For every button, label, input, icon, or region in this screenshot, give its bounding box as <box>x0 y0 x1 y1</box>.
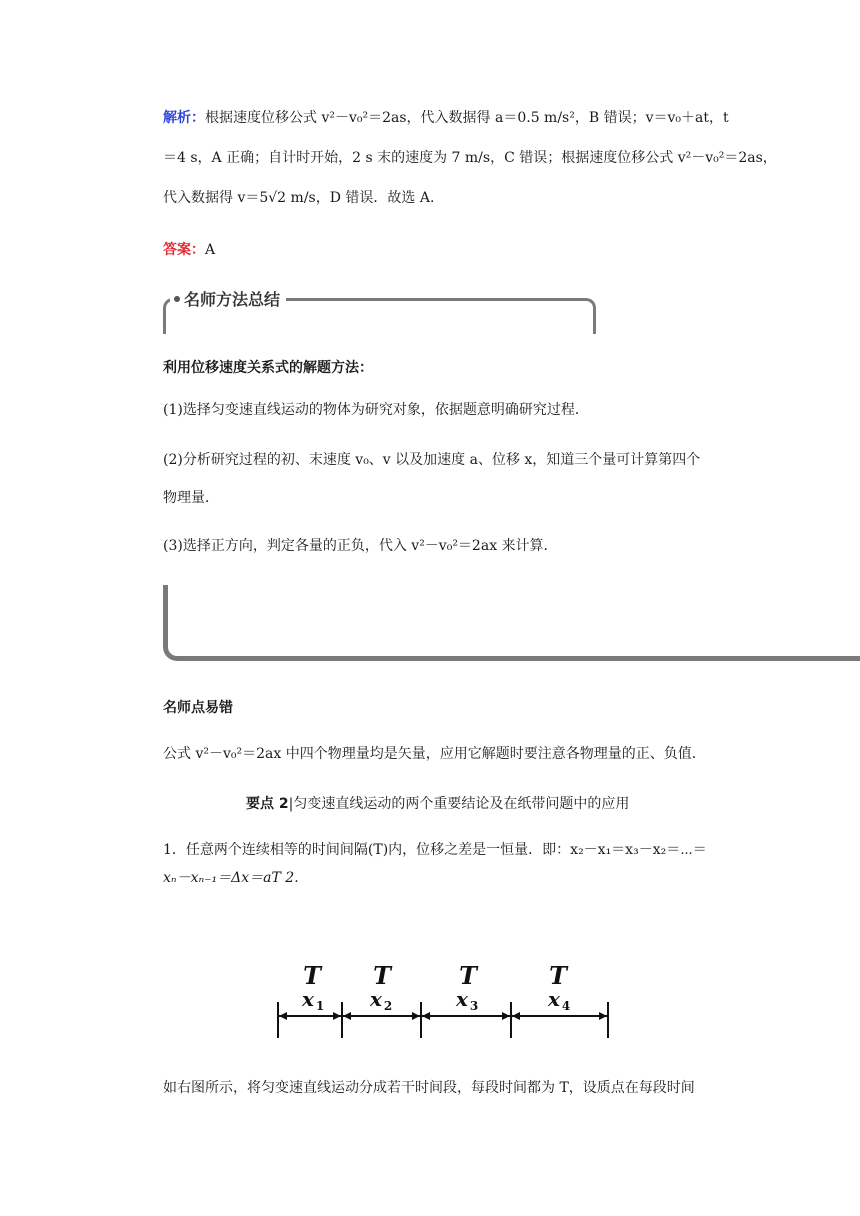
segment-3-sub: 3 <box>469 999 479 1013</box>
segment-2-sub: 2 <box>383 999 393 1013</box>
arrow-head-1l <box>279 1012 287 1020</box>
arrow-head-4l <box>512 1012 520 1020</box>
analysis-line-1 <box>163 108 729 128</box>
segment-3-time: T <box>459 961 477 990</box>
segment-2-disp: x <box>370 987 382 1011</box>
segment-4-time: T <box>549 961 567 990</box>
bullet-dot-icon <box>174 296 180 302</box>
arrow-head-2l <box>343 1012 351 1020</box>
method-step-2b: 物理量． <box>163 490 219 506</box>
mistake-text: 公式 v²－v₀²＝2ax 中四个物理量均是矢量，应用它解题时要注意各物理量的正、负值． <box>163 746 706 762</box>
arrow-head-4r <box>599 1012 607 1020</box>
answer-value: A <box>205 242 216 258</box>
segment-1-disp: x <box>302 987 314 1011</box>
conclusion-1-line-2: xₙ－xₙ₋₁＝Δx＝aT 2. <box>163 870 299 886</box>
analysis-label: 解析： <box>163 110 205 126</box>
method-box-title <box>170 287 286 310</box>
segment-3-disp: x <box>456 987 468 1011</box>
segment-1-time: T <box>303 961 321 990</box>
arrow-head-2r <box>412 1012 420 1020</box>
analysis-text-1: 根据速度位移公式 v²－v₀²＝2as，代入数据得 a＝0.5 m/s²，B 错误；v＝v₀＋at，t <box>205 110 729 126</box>
keypoint-title: |匀变速直线运动的两个重要结论及在纸带问题中的应用 <box>288 796 630 812</box>
conclusion-1-line-1: 1．任意两个连续相等的时间间隔(T)内，位移之差是一恒量．即：x₂－x₁＝x₃－x₂＝⋯＝ <box>163 842 707 858</box>
arrow-head-3l <box>422 1012 430 1020</box>
method-step-1: (1)选择匀变速直线运动的物体为研究对象，依据题意明确研究过程． <box>163 402 589 418</box>
footer-text: 如右图所示，将匀变速直线运动分成若干时间段，每段时间都为 T，设质点在每段时间 <box>163 1080 695 1096</box>
method-step-2a: (2)分析研究过程的初、末速度 v₀、v 以及加速度 a、位移 x，知道三个量可计算第四个 <box>163 452 701 468</box>
keypoint-heading <box>246 794 629 814</box>
arrow-head-1r <box>333 1012 341 1020</box>
answer-label: 答案： <box>163 242 205 258</box>
keypoint-label: 要点 2 <box>246 796 289 812</box>
arrow-head-3r <box>502 1012 510 1020</box>
mistake-title: 名师点易错 <box>163 700 233 716</box>
segment-1-sub: 1 <box>315 999 325 1013</box>
method-step-3: (3)选择正方向，判定各量的正负，代入 v²－v₀²＝2ax 来计算． <box>163 538 558 554</box>
method-box-bottom-frame <box>163 585 860 661</box>
time-interval-diagram <box>270 960 620 1040</box>
analysis-line-3: 代入数据得 v＝5√2 m/s，D 错误．故选 A. <box>163 190 435 206</box>
method-intro: 利用位移速度关系式的解题方法： <box>163 360 373 376</box>
segment-4-sub: 4 <box>561 999 571 1013</box>
answer-line <box>163 240 215 260</box>
analysis-line-2: ＝4 s，A 正确；自计时开始，2 s 末的速度为 7 m/s，C 错误；根据速度位移公式 v²－v₀²＝2as， <box>163 150 777 166</box>
method-box-title-text: 名师方法总结 <box>184 290 281 309</box>
segment-4-disp: x <box>548 987 560 1011</box>
segment-2-time: T <box>373 961 391 990</box>
